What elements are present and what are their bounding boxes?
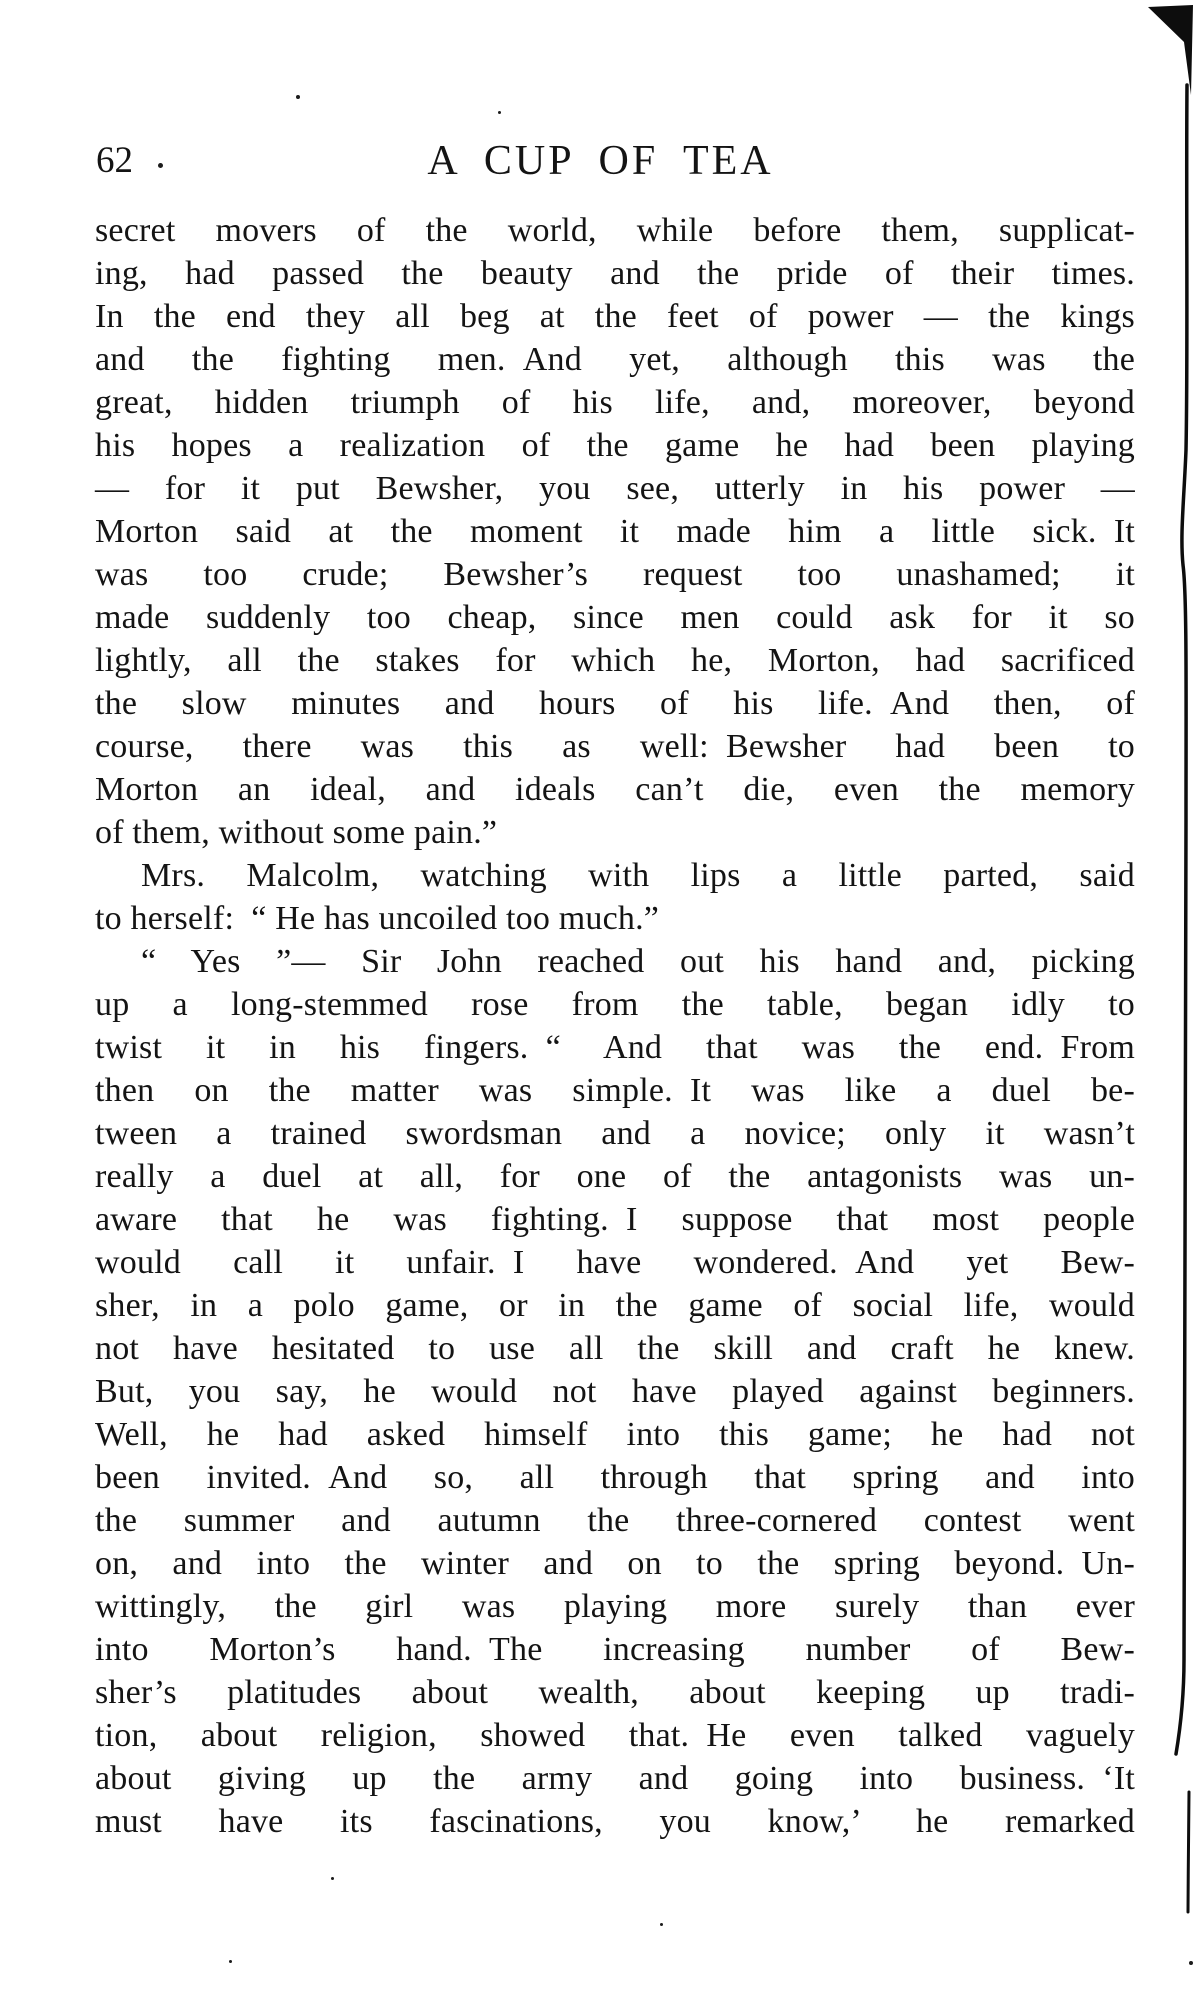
- corner-fold-artifact: [1148, 5, 1193, 95]
- body-text-block: [95, 209, 1135, 1843]
- text-line: Morton an ideal, and ideals can’t die, even the memory: [95, 771, 1135, 808]
- text-line: must have its fascinations, you know,’ he remarked: [95, 1803, 1135, 1840]
- text-line: the slow minutes and hours of his life. And then, of: [95, 685, 1135, 722]
- text-line: into Morton’s hand. The increasing number of Bew-: [95, 1631, 1135, 1668]
- text-line: then on the matter was simple. It was like a duel be-: [95, 1072, 1135, 1109]
- text-line: tween a trained swordsman and a novice; only it wasn’t: [95, 1115, 1135, 1152]
- page-number: 62: [96, 140, 133, 181]
- ink-speck: [331, 1877, 334, 1880]
- text-line: on, and into the winter and on to the spring beyond. Un-: [95, 1545, 1135, 1582]
- page-edge-scan-artifact: [1140, 0, 1201, 1997]
- text-line: — for it put Bewsher, you see, utterly in his power —: [95, 470, 1135, 507]
- text-line: Well, he had asked himself into this game; he had not: [95, 1416, 1135, 1453]
- text-line: But, you say, he would not have played against beginners.: [95, 1373, 1135, 1410]
- text-line: “ Yes ”— Sir John reached out his hand and, picking: [141, 943, 1135, 980]
- text-line: ing, had passed the beauty and the pride of their times.: [95, 255, 1135, 292]
- text-line: would call it unfair. I have wondered. And yet Bew-: [95, 1244, 1135, 1281]
- text-line: twist it in his fingers. “ And that was the end. From: [95, 1029, 1135, 1066]
- text-line: aware that he was fighting. I suppose that most people: [95, 1201, 1135, 1238]
- text-line: sher’s platitudes about wealth, about keeping up tradi-: [95, 1674, 1135, 1711]
- text-line: and the fighting men. And yet, although this was the: [95, 341, 1135, 378]
- text-line: the summer and autumn the three-cornered contest went: [95, 1502, 1135, 1539]
- running-header-title: A CUP OF TEA: [427, 138, 774, 184]
- text-line: tion, about religion, showed that. He even talked vaguely: [95, 1717, 1135, 1754]
- text-line: course, there was this as well: Bewsher had been to: [95, 728, 1135, 765]
- text-line: made suddenly too cheap, since men could ask for it so: [95, 599, 1135, 636]
- ink-speck: [158, 163, 163, 168]
- text-line: sher, in a polo game, or in the game of social life, would: [95, 1287, 1135, 1324]
- text-line: In the end they all beg at the feet of power — the kings: [95, 298, 1135, 335]
- text-line: about giving up the army and going into business. ‘It: [95, 1760, 1135, 1797]
- text-line: to herself: “ He has uncoiled too much.”: [95, 900, 660, 937]
- text-line: not have hesitated to use all the skill and craft he knew.: [95, 1330, 1135, 1367]
- edge-line-artifact-lower: [1188, 1792, 1189, 1912]
- ink-speck: [660, 1923, 663, 1926]
- text-line: his hopes a realization of the game he had been playing: [95, 427, 1135, 464]
- text-line: up a long-stemmed rose from the table, began idly to: [95, 986, 1135, 1023]
- text-line: wittingly, the girl was playing more surely than ever: [95, 1588, 1135, 1625]
- ink-speck: [498, 111, 501, 114]
- edge-speck: [1189, 1961, 1193, 1965]
- text-line: Mrs. Malcolm, watching with lips a little parted, said: [141, 857, 1135, 894]
- text-line: lightly, all the stakes for which he, Morton, had sacrificed: [95, 642, 1135, 679]
- text-line: been invited. And so, all through that spring and into: [95, 1459, 1135, 1496]
- edge-line-artifact: [1176, 85, 1187, 1754]
- text-line: secret movers of the world, while before them, supplicat-: [95, 212, 1135, 249]
- text-line: really a duel at all, for one of the antagonists was un-: [95, 1158, 1135, 1195]
- ink-speck: [296, 95, 300, 99]
- ink-speck: [229, 1960, 232, 1963]
- text-line: was too crude; Bewsher’s request too unashamed; it: [95, 556, 1135, 593]
- text-line: great, hidden triumph of his life, and, moreover, beyond: [95, 384, 1135, 421]
- text-line: of them, without some pain.”: [95, 814, 498, 851]
- running-header: [0, 136, 1201, 186]
- text-line: Morton said at the moment it made him a little sick. It: [95, 513, 1135, 550]
